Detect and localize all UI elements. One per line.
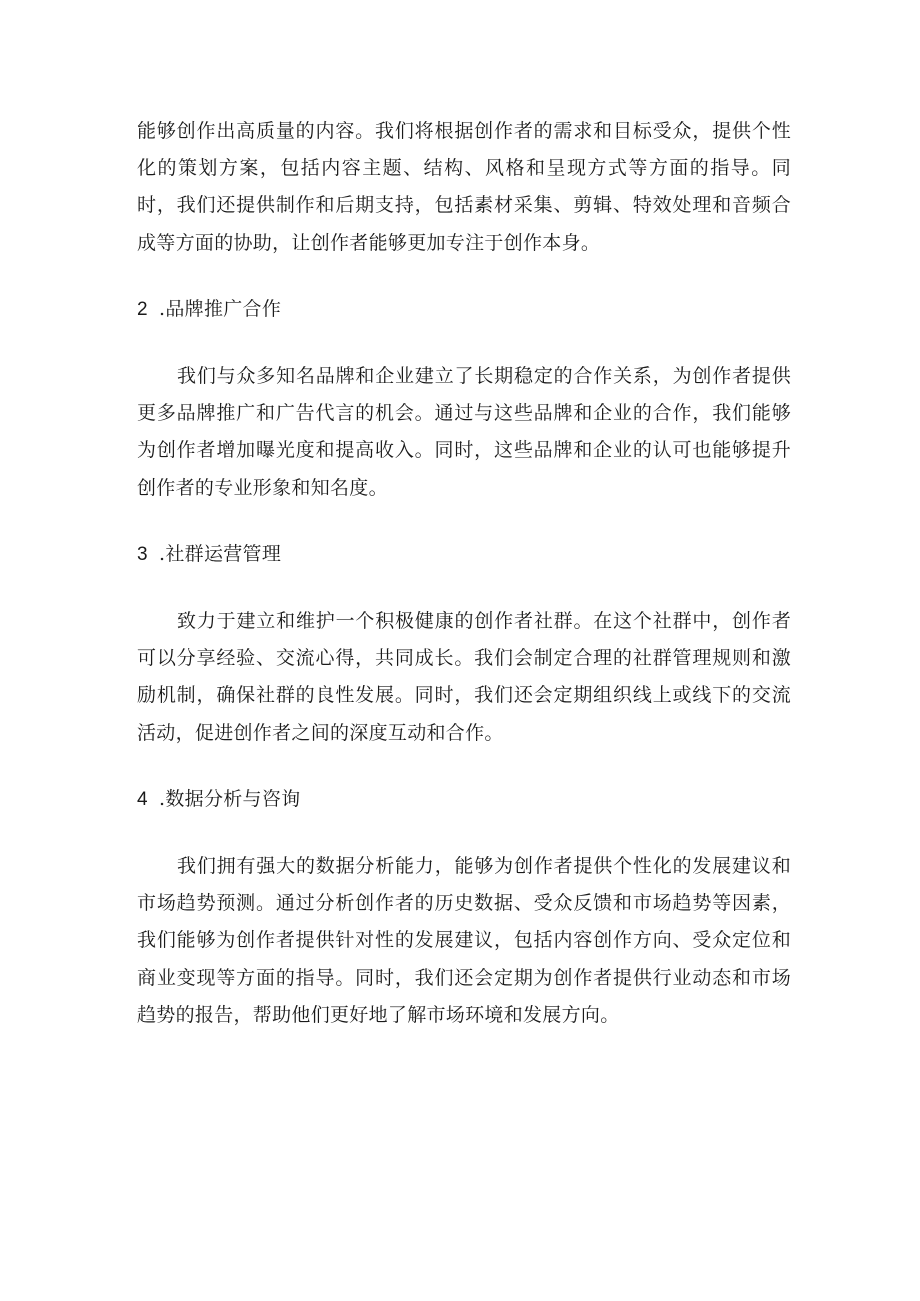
section-data-analysis — [137, 781, 791, 1034]
section-heading — [137, 536, 791, 573]
section-number: 3 — [137, 543, 148, 565]
section-heading — [137, 291, 791, 328]
section-title: .社群运营管理 — [159, 542, 282, 565]
intro-paragraph: 能够创作出高质量的内容。我们将根据创作者的需求和目标受众，提供个性化的策划方案，包括内容主题、结构、风格和呈现方式等方面的指导。同时，我们还提供制作和后期支持，包括素材采集、剪辑、特效处理和音频合成等方面的协助，让创作者能够更加专注于创作本身。 — [137, 120, 791, 254]
section-community-management — [137, 536, 791, 752]
section-brand-promotion — [137, 291, 791, 507]
document-page — [137, 113, 791, 1034]
section-body: 我们与众多知名品牌和企业建立了长期稳定的合作关系，为创作者提供更多品牌推广和广告代言的机会。通过与这些品牌和企业的合作，我们能够为创作者增加曝光度和提高收入。同时，这些品牌和企业的认可也能够提升创作者的专业形象和知名度。 — [137, 365, 791, 499]
section-heading — [137, 781, 791, 818]
section-body: 致力于建立和维护一个积极健康的创作者社群。在这个社群中，创作者可以分享经验、交流心得，共同成长。我们会制定合理的社群管理规则和激励机制，确保社群的良性发展。同时，我们还会定期组织线上或线下的交流活动，促进创作者之间的深度互动和合作。 — [137, 610, 791, 744]
section-body: 我们拥有强大的数据分析能力，能够为创作者提供个性化的发展建议和市场趋势预测。通过分析创作者的历史数据、受众反馈和市场趋势等因素，我们能够为创作者提供针对性的发展建议，包括内容创作方向、受众定位和商业变现等方面的指导。同时，我们还会定期为创作者提供行业动态和市场趋势的报告，帮助他们更好地了解市场环境和发展方向。 — [137, 855, 791, 1026]
section-number: 4 — [137, 788, 148, 810]
section-title: .品牌推广合作 — [159, 297, 282, 320]
section-number: 2 — [137, 298, 148, 320]
section-title: .数据分析与咨询 — [159, 787, 301, 810]
